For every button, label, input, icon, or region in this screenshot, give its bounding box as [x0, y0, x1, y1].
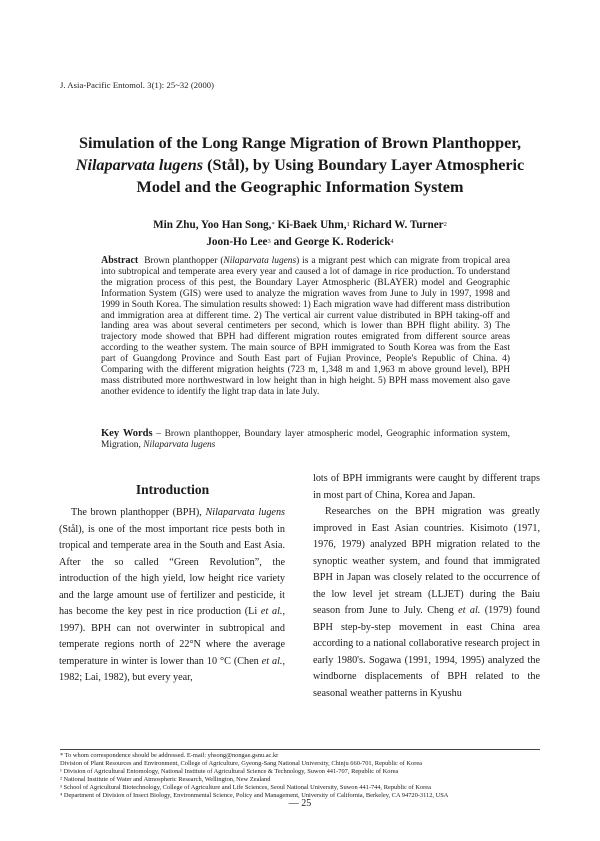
title-line-1: Simulation of the Long Range Migration of Brown Planthopper,: [78, 134, 522, 152]
footnote-affiliation: ³ School of Agricultural Biotechnology, College of Agriculture and Life Sciences, Seoul National University, Suwon 441-744, Republic of Korea: [60, 784, 431, 792]
journal-citation: J. Asia-Pacific Entomol. 3(1): 25~32 (2000): [60, 80, 215, 90]
title-line-2: [62, 154, 538, 176]
page-number: — 25: [288, 798, 312, 809]
abstract-text: Brown planthopper (: [144, 256, 224, 266]
keywords-label: Key Words: [101, 428, 153, 439]
author-line-2: [70, 234, 530, 251]
footnotes: [60, 752, 545, 801]
intro-text: (1979) found BPH step-by-step movement in east China area according to a national collaborative research project in early 1980's. Sogawa (1991, 1994, 1995) analyzed the windborne displacements of BPH related to the seasonal weather patterns in Kyushu: [313, 605, 540, 699]
keywords-text: – Brown planthopper, Boundary layer atmospheric model, Geographic information system, Migration,: [101, 429, 510, 450]
intro-column-left: [59, 505, 285, 687]
keywords: [101, 428, 510, 451]
author-names-c: Richard W. Turner: [349, 219, 444, 231]
author-names-b: Ki-Baek Uhm,: [274, 219, 347, 231]
intro-etal: et al.: [261, 655, 283, 667]
title-line-2-rest: (Stål), by Using Boundary Layer Atmospheric: [203, 156, 525, 174]
intro-species: Nilaparvata lugens: [205, 507, 286, 518]
abstract-label: Abstract: [101, 255, 139, 266]
intro-text: (Stål), is one of the most important rice pests both in tropical and temperate area in the South and East Asia. After the so called “Green Revolution”, the introduction of the high yield, low height rice variety and the large amount use of fertilizer and pesticide, it has become the key pest in rice production (Li: [59, 523, 285, 617]
author-mark: 2: [443, 221, 447, 228]
author-mark: 1: [346, 221, 350, 228]
author-mark: 3: [267, 238, 271, 245]
intro-text: , 1982; Lai, 1982), but every year,: [59, 655, 285, 683]
footnote-affiliation: ⁴ Department of Division of Insect Biology, Environmental Science, Policy and Management, University of California, Berkeley, CA 94720-3112, USA: [60, 792, 449, 800]
footnote-correspondence: * To whom correspondence should be addressed. E-mail: yhsong@nongae.gsnu.ac.kr: [60, 752, 279, 759]
footnote-affiliation: ¹ Division of Agricultural Entomology, National Institute of Agricultural Science & Technology, Suwon 441-707, Republic of Korea: [60, 768, 399, 776]
footnote-affiliation: Division of Plant Resources and Environment, College of Agriculture, Gyeong-Sang National University, Chinju 660-701, Republic of Korea: [60, 760, 423, 768]
author-names-e: and George K. Roderick: [270, 236, 391, 248]
footnote-affiliation: ² National Institute of Water and Atmospheric Research, Wellington, New Zealand: [60, 776, 271, 784]
intro-paragraph-cont: lots of BPH immigrants were caught by different traps in most part of China, Korea and Japan.: [313, 473, 540, 501]
author-line-1: [70, 217, 530, 234]
intro-text: The brown planthopper (BPH),: [71, 507, 206, 518]
author-names-d: Joon-Ho Lee: [206, 236, 268, 248]
intro-text: Researches on the BPH migration was greatly improved in East Asian countries. Kisimoto (1971, 1976, 1979) analyzed BPH migration related to the synoptic weather system, and found that immigrated BPH in Japan was closely related to the occurrence of the low level jet stream (LLJET) during the Baiu season from June to July. Cheng: [313, 506, 540, 616]
intro-column-right: [313, 471, 540, 702]
footnote-divider: [60, 749, 540, 750]
intro-paragraph: [313, 504, 540, 702]
intro-etal: et al.: [260, 606, 283, 617]
keywords-species: Nilaparvata lugens: [143, 440, 216, 450]
author-mark: 4: [390, 238, 394, 245]
abstract-species: Nilaparvata lugens: [223, 256, 297, 266]
title-species: Nilaparvata lugens: [75, 156, 204, 174]
intro-paragraph: [59, 505, 285, 687]
title-line-3: Model and the Geographic Information System: [136, 178, 464, 196]
intro-etal: et al.: [458, 605, 481, 616]
abstract-text: ) is a migrant pest which can migrate from tropical area into subtropical and temperate area every year and caused a lot of damage in rice production. To understand the migration process of this pest, the Boundary Layer Atmospheric (BLAYER) model and Geographic Information System (GIS) were used to analyze the migration waves from June to July in 1997, 1998 and 1999 in South Korea. The simulation results showed: 1) Each migration wave had different mass distribution and immigration area at different time. 2) The vertical air current value distributed in BPH taking-off and landing area was about several centimeters per second, which is lower than BPH flight ability. 3) The trajectory mode showed that BPH had different migration routes emigrated from different source areas according to the weather system. The main source of BPH immigrated to South Korea was from the East part of Guangdong Province and South East part of Fujian Province, People's Republic of China. 4) Comparing with the different migration heights (723 m, 1,348 m and 1,963 m above ground level), BPH mass distributed more northwestward in low height than in high height. 5) BPH mass movement also gave another evidence to identify the light trap data in late July.: [101, 256, 510, 397]
author-list: [70, 217, 530, 251]
section-heading-introduction: Introduction: [135, 482, 210, 497]
author-mark: *: [271, 221, 275, 228]
intro-text: , 1997). BPH can not overwinter in subtropical and temperate regions north of 22°N where the average temperature in winter is lower than 10 °C (Chen: [59, 606, 285, 667]
author-names-a: Min Zhu, Yoo Han Song,: [153, 219, 272, 231]
paper-title: [62, 132, 538, 198]
abstract: [101, 256, 510, 398]
